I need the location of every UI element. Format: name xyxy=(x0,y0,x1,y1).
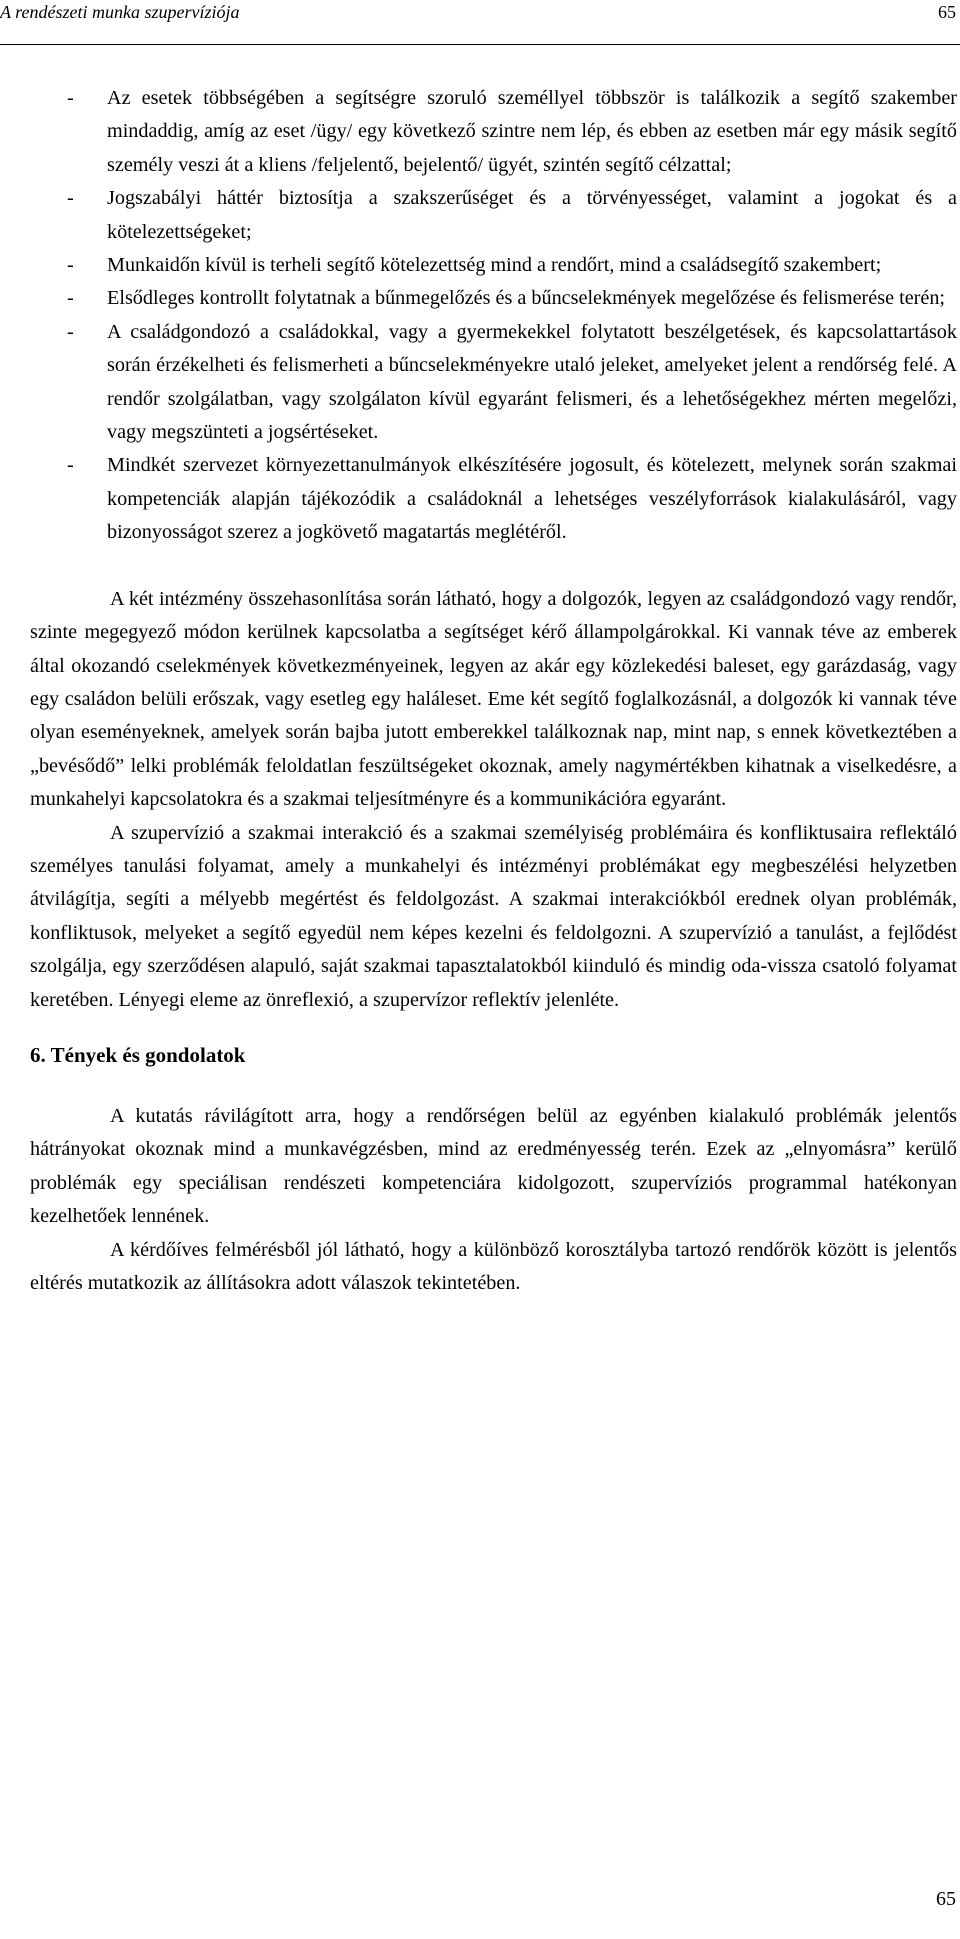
list-marker: - xyxy=(67,87,74,109)
running-header-title: A rendészeti munka szupervíziója xyxy=(0,2,240,22)
list-item xyxy=(30,82,957,182)
list-marker: - xyxy=(67,287,74,310)
running-header-page-number: 65 xyxy=(938,2,956,22)
list-item xyxy=(30,249,957,282)
list-item-text: Mindkét szervezet környezettanulmányok elkészítésére jogosult, és kötelezett, melynek során szakmai kompetenciák alapján tájékozódik a családoknál a lehetséges veszélyforrások kialakulásáról, vagy bizonyosságot szerez a jogkövető magatartás meglétéről. xyxy=(107,454,957,544)
list-marker: - xyxy=(67,320,74,343)
footer-page-number: 65 xyxy=(936,1888,956,1910)
paragraph: A kutatás rávilágított arra, hogy a rendőrségen belül az egyénben kialakuló problémák jelentős hátrányokat okoznak mind a munkavégzésben, mind az eredményesség terén. Ezek az „elnyomásra” kerülő problémák egy speciálisan rendészeti kompetenciára kidolgozott, szupervíziós programmal hatékonyan kezelhetőek lennének. xyxy=(30,1104,957,1228)
list-item-text: A családgondozó a családokkal, vagy a gyermekekkel folytatott beszélgetések, és kapcsolattartások során érzékelheti és felismerheti a bűncselekményekre utaló jeleket, amelyeket jelent a rendőrség felé. A rendőr szolgálatban, vagy szolgálaton kívül egyaránt felismeri, és a lehetőségekhez mérten megelőzi, vagy megszünteti a jogsértéseket. xyxy=(107,320,957,444)
running-header xyxy=(0,0,960,45)
paragraph: A szupervízió a szakmai interakció és a szakmai személyiség problémáira és konfliktusaira reflektáló személyes tanulási folyamat, amely a munkahelyi és intézményi problémákat egy megbeszélési helyzetben átvilágítja, segíti a mélyebb megértést és feldolgozást. A szakmai interakciókból erednek olyan problémák, konfliktusok, melyeket a segítő egyedül nem képes kezelni és feldolgozni. A szupervízió a tanulást, a fejlődést szolgálja, egy szerződésen alapuló, saját szakmai tapasztalatokból kiinduló és mindig oda-vissza csatoló folyamat keretében. Lényegi eleme az önreflexió, a szupervízor reflektív jelenléte. xyxy=(30,821,957,1011)
list-item xyxy=(30,182,957,249)
spacer xyxy=(30,550,957,583)
bullet-list xyxy=(30,82,957,550)
list-item-text: Elsődleges kontrollt folytatnak a bűnmegelőzés és a bűncselekmények megelőzése és felismerése terén; xyxy=(107,287,946,310)
list-item-text: Munkaidőn kívül is terheli segítő kötelezettség mind a rendőrt, mind a családsegítő szakembert; xyxy=(107,254,882,277)
list-item xyxy=(30,282,957,315)
list-marker: - xyxy=(67,454,74,477)
list-item-text: Jogszabályi háttér biztosítja a szakszerűséget és a törvényességet, valamint a jogokat és a kötelezettségeket; xyxy=(107,187,957,243)
section-heading: 6. Tények és gondolatok xyxy=(30,1042,246,1067)
list-marker: - xyxy=(67,254,74,277)
list-item xyxy=(30,316,957,450)
list-item-text: Az esetek többségében a segítségre szoruló személlyel többször is találkozik a segítő szakember mindaddig, amíg az eset /ügy/ egy következő szintre nem lép, és ebben az esetben már egy másik segítő személy veszi át a kliens /feljelentő, bejelentő/ ügyét, szintén segítő célzattal; xyxy=(107,87,957,176)
list-marker: - xyxy=(67,187,74,210)
document-body xyxy=(30,82,957,1300)
paragraph: A kérdőíves felmérésből jól látható, hogy a különböző korosztályba tartozó rendőrök között is jelentős eltérés mutatkozik az állításokra adott válaszok tekintetében. xyxy=(30,1238,957,1294)
paragraph: A két intézmény összehasonlítása során látható, hogy a dolgozók, legyen az családgondozó vagy rendőr, szinte megegyező módon kerülnek kapcsolatba a segítséget kérő állampolgárokkal. Ki vannak téve az emberek által okozandó cselekmények következményeinek, legyen az akár egy közlekedési baleset, egy garázdaság, vagy egy családon belüli erőszak, vagy esetleg egy haláleset. Eme két segítő foglalkozásnál, a dolgozók ki vannak téve olyan eseményeknek, amelyek során bajba jutott emberekkel találkoznak nap, mint nap, s ennek következtében a „bevésődő” lelki problémák feloldatlan feszültségeket okoznak, amely nagymértékben kihatnak a viselkedésre, a munkahelyi kapcsolatokra és a szakmai teljesítményre és a kommunikációra egyaránt. xyxy=(30,587,957,811)
list-item xyxy=(30,449,957,549)
